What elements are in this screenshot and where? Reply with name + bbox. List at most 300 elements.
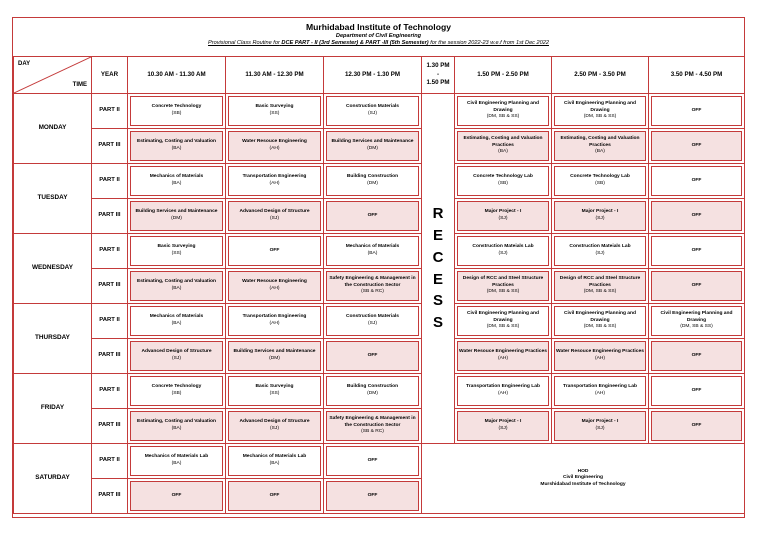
teacher-code: (DM) [171, 216, 182, 221]
subject-name: Estimating, Costing and Valuation [136, 139, 217, 145]
teacher-code: (BA) [171, 461, 182, 466]
teacher-code: (SJ) [270, 216, 279, 221]
class-box [326, 481, 419, 511]
class-box [457, 306, 549, 336]
teacher-code: (DM, SB & SS) [583, 289, 617, 295]
teacher-code: (BA) [171, 146, 182, 151]
class-slot [226, 129, 324, 164]
class-slot [226, 234, 324, 269]
subject-name: Transportation Engineering Lab [466, 384, 540, 390]
teacher-code: (DM) [367, 146, 378, 151]
class-slot [128, 374, 226, 409]
teacher-code: (SS) [269, 111, 280, 116]
year-label: PART II [92, 304, 128, 339]
teacher-code: (SJ) [595, 251, 605, 256]
subject-name: Design of RCC and Steel Structure Practices [462, 276, 544, 288]
routine-table [13, 56, 745, 514]
subject-name: OFF [691, 422, 702, 428]
class-slot [649, 129, 745, 164]
class-box [130, 131, 223, 161]
subject-name: OFF [691, 107, 702, 113]
subject-name: OFF [691, 387, 702, 393]
subject-name: Major Project - I [581, 419, 619, 425]
day-name: FRIDAY [14, 374, 92, 444]
class-box [130, 96, 223, 126]
class-box [457, 271, 549, 301]
class-slot [324, 129, 422, 164]
timetable-row [14, 94, 745, 129]
recess-time-start: 1.30 PM [426, 62, 450, 70]
class-box [326, 201, 419, 231]
class-box [228, 96, 321, 126]
class-box [228, 201, 321, 231]
routine-subtitle [13, 40, 744, 46]
institute-title: Murhidabad Institute of Technology [306, 22, 451, 32]
class-slot [455, 409, 552, 444]
class-box [457, 201, 549, 231]
timetable-row [14, 164, 745, 199]
subject-name: OFF [691, 282, 702, 288]
day-name: THURSDAY [14, 304, 92, 374]
teacher-code: (SB) [595, 181, 605, 186]
class-box [554, 271, 646, 301]
class-box [326, 341, 419, 371]
teacher-code: (SS) [171, 251, 182, 256]
class-box [326, 166, 419, 196]
subject-name: Mechanics of Materials Lab [144, 454, 209, 460]
class-box [228, 166, 321, 196]
teacher-code: (SJ) [270, 426, 279, 431]
subject-name: Water Resouce Engineering Practices [459, 349, 547, 355]
recess-letter: C [432, 248, 444, 266]
teacher-code: (DM, SB & SS) [486, 114, 520, 120]
slot-header-2: 11.30 AM - 12.30 PM [226, 57, 324, 94]
class-slot [552, 164, 649, 199]
class-box [326, 131, 419, 161]
teacher-code: (AH) [269, 146, 280, 151]
subject-name: Building Services and Maintenance [233, 349, 316, 355]
teacher-code: (AH) [269, 181, 280, 186]
year-header: YEAR [92, 57, 128, 94]
class-box [554, 306, 646, 336]
class-box [651, 306, 742, 336]
class-box [228, 341, 321, 371]
class-box [130, 166, 223, 196]
class-box [651, 201, 742, 231]
teacher-code: (BA) [171, 426, 182, 431]
class-box [326, 96, 419, 126]
class-slot [455, 94, 552, 129]
class-slot [226, 269, 324, 304]
subject-name: Major Project - I [581, 209, 619, 215]
subject-name: Estimating, Costing and Valuation [136, 419, 217, 425]
subject-name: Civil Engineering Planning and Drawing [563, 101, 636, 113]
class-box [651, 411, 742, 441]
class-box [326, 306, 419, 336]
class-slot [226, 374, 324, 409]
class-box [457, 341, 549, 371]
class-box [130, 271, 223, 301]
class-box [554, 131, 646, 161]
class-box [326, 446, 419, 476]
teacher-code: (BA) [498, 149, 508, 155]
subject-name: Civil Engineering Planning and Drawing [466, 101, 539, 113]
class-box [130, 376, 223, 406]
teacher-code: (DM) [367, 391, 378, 396]
class-box [130, 306, 223, 336]
recess-time-dash: - [436, 70, 440, 78]
time-label: TIME [72, 81, 87, 88]
teacher-code: (BA) [367, 251, 378, 256]
class-slot [649, 164, 745, 199]
class-slot [455, 129, 552, 164]
teacher-code: (SJ) [368, 111, 377, 116]
class-slot [226, 304, 324, 339]
teacher-code: (SS) [269, 391, 280, 396]
routine-prefix: Provisional Class Routine for [208, 40, 280, 46]
hod-line2: Civil Engineering [563, 475, 603, 481]
subject-name: Estimating, Costing and Valuation Practices [560, 136, 640, 148]
subject-name: Concrete Technology Lab [473, 174, 533, 180]
subject-name: Transportation Engineering [242, 314, 307, 320]
teacher-code: (SJ) [595, 426, 605, 431]
class-slot [128, 269, 226, 304]
class-box [228, 376, 321, 406]
class-box [554, 236, 646, 266]
teacher-code: (DM, SB & SS) [583, 324, 617, 330]
day-name: MONDAY [14, 94, 92, 164]
teacher-code: (DM, SB & SS) [680, 324, 713, 330]
class-box [554, 411, 646, 441]
class-box [651, 166, 742, 196]
class-box [651, 341, 742, 371]
routine-sheet [12, 17, 745, 518]
teacher-code: (SB) [171, 391, 182, 396]
subject-name: Safety Engineering & Management in the Construction Sector [329, 416, 416, 428]
year-label: PART II [92, 374, 128, 409]
class-slot [552, 339, 649, 374]
class-box [651, 96, 742, 126]
class-slot [324, 94, 422, 129]
class-box [554, 341, 646, 371]
header-row [14, 57, 745, 94]
class-slot [455, 304, 552, 339]
teacher-code: (BA) [171, 181, 182, 186]
class-slot [552, 409, 649, 444]
timetable-row [14, 199, 745, 234]
class-box [457, 131, 549, 161]
recess-column [422, 94, 455, 444]
teacher-code: (SB) [171, 111, 182, 116]
year-label: PART II [92, 234, 128, 269]
class-slot [226, 199, 324, 234]
class-slot [649, 374, 745, 409]
class-slot [455, 164, 552, 199]
class-slot [226, 409, 324, 444]
teacher-code: (SJ) [172, 356, 181, 361]
class-slot [226, 444, 324, 479]
year-label: PART III [92, 129, 128, 164]
teacher-code: (DM) [269, 356, 280, 361]
teacher-code: (AH) [497, 356, 509, 361]
subject-name: Mechanics of Materials [345, 244, 400, 250]
class-box [130, 481, 223, 511]
class-slot [226, 94, 324, 129]
recess-letter: S [432, 314, 443, 331]
teacher-code: (SJ) [498, 426, 508, 431]
year-label: PART III [92, 409, 128, 444]
recess-letter: S [432, 292, 443, 310]
class-box [326, 376, 419, 406]
subject-name: Estimating, Costing and Valuation [136, 279, 217, 285]
subject-name: Estimating, Costing and Valuation Practices [463, 136, 543, 148]
class-slot [552, 234, 649, 269]
subject-name: OFF [171, 492, 182, 498]
subject-name: OFF [691, 177, 702, 183]
teacher-code: (BA) [171, 286, 182, 291]
day-name: WEDNESDAY [14, 234, 92, 304]
class-box [228, 131, 321, 161]
subject-name: Transportation Engineering Lab [563, 384, 637, 390]
class-box [326, 411, 419, 441]
routine-session: for the session 2022-23 w.e.f from 1st Dec 2022 [430, 40, 549, 46]
teacher-code: (SJ) [498, 216, 508, 221]
class-slot [324, 409, 422, 444]
teacher-code: (SB) [498, 181, 508, 186]
subject-name: Safety Engineering & Management in the Construction Sector [329, 276, 416, 288]
class-box [228, 306, 321, 336]
timetable-row [14, 444, 745, 479]
year-label: PART II [92, 164, 128, 199]
class-slot [455, 339, 552, 374]
teacher-code: (BA) [595, 149, 605, 155]
subject-name: Building Services and Maintenance [135, 209, 218, 215]
class-box [457, 236, 549, 266]
routine-parts: DCE PART - II (3rd Semester) & PART -III (5th Semester) [281, 40, 429, 46]
class-slot [324, 374, 422, 409]
class-box [130, 411, 223, 441]
class-slot [455, 374, 552, 409]
class-slot [455, 234, 552, 269]
year-label: PART III [92, 199, 128, 234]
teacher-code: (SB & RC) [361, 289, 384, 295]
subject-name: Advanced Design of Structure [239, 209, 310, 215]
subject-name: OFF [367, 352, 378, 358]
subject-name: Mechanics of Materials Lab [242, 454, 307, 460]
class-slot [552, 269, 649, 304]
subject-name: Transportation Engineering [242, 174, 307, 180]
timetable-row [14, 374, 745, 409]
class-box [651, 271, 742, 301]
day-label: DAY [18, 61, 31, 67]
subject-name: Major Project - I [484, 209, 522, 215]
class-slot [324, 199, 422, 234]
class-box [651, 236, 742, 266]
class-slot [649, 269, 745, 304]
subject-name: Water Resouce Engineering Practices [556, 349, 644, 355]
class-slot [649, 339, 745, 374]
class-slot [324, 479, 422, 514]
class-slot [128, 199, 226, 234]
class-slot [324, 444, 422, 479]
subject-name: Building Construction [346, 384, 399, 390]
class-slot [324, 164, 422, 199]
teacher-code: (DM, SB & SS) [583, 114, 617, 120]
recess-letter: E [432, 270, 443, 288]
slot-header-4: 1.50 PM - 2.50 PM [455, 57, 552, 94]
timetable-row [14, 409, 745, 444]
teacher-code: (SJ) [595, 216, 605, 221]
class-slot [324, 339, 422, 374]
slot-header-6: 3.50 PM - 4.50 PM [649, 57, 745, 94]
class-slot [128, 164, 226, 199]
subject-name: Concrete Technology [151, 384, 202, 390]
subject-name: Building Services and Maintenance [331, 139, 414, 145]
hod-signature-block [422, 444, 745, 514]
class-box [457, 166, 549, 196]
day-name: SATURDAY [14, 444, 92, 514]
class-slot [128, 129, 226, 164]
teacher-code: (BA) [269, 461, 280, 466]
recess-time-end: 1.50 PM [426, 79, 450, 87]
year-label: PART III [92, 479, 128, 514]
subject-name: Mechanics of Materials [149, 174, 204, 180]
subject-name: OFF [367, 457, 378, 463]
class-slot [552, 374, 649, 409]
class-slot [552, 94, 649, 129]
subject-name: Major Project - I [484, 419, 522, 425]
class-box [228, 481, 321, 511]
class-box [651, 131, 742, 161]
subject-name: Mechanics of Materials [149, 314, 204, 320]
class-slot [455, 269, 552, 304]
class-slot [128, 94, 226, 129]
document-header [13, 18, 744, 57]
subject-name: Basic Surveying [157, 244, 196, 250]
class-box [228, 446, 321, 476]
class-slot [552, 199, 649, 234]
subject-name: Design of RCC and Steel Structure Practices [559, 276, 641, 288]
subject-name: OFF [367, 492, 378, 498]
class-box [326, 271, 419, 301]
year-label: PART III [92, 269, 128, 304]
subject-name: OFF [691, 142, 702, 148]
class-box [554, 201, 646, 231]
timetable-row [14, 339, 745, 374]
year-label: PART III [92, 339, 128, 374]
recess-letter: R [432, 205, 444, 223]
subject-name: OFF [691, 212, 702, 218]
teacher-code: (AH) [594, 391, 606, 396]
class-box [554, 376, 646, 406]
slot-header-1: 10.30 AM - 11.30 AM [128, 57, 226, 94]
class-box [457, 376, 549, 406]
subject-name: Water Resouce Engineering [242, 139, 307, 145]
timetable-row [14, 304, 745, 339]
class-slot [226, 164, 324, 199]
class-slot [324, 269, 422, 304]
subject-name: Civil Engineering Planning and Drawing [660, 311, 733, 323]
class-slot [455, 199, 552, 234]
class-box [457, 96, 549, 126]
class-box [130, 236, 223, 266]
teacher-code: (DM) [367, 181, 378, 186]
hod-line1: HOD [577, 468, 589, 474]
subject-name: OFF [691, 247, 702, 253]
hod-line3: Murshidabad Institute of Technology [540, 481, 626, 487]
class-slot [226, 339, 324, 374]
recess-letter: E [432, 227, 443, 244]
teacher-code: (SB & RC) [361, 429, 384, 435]
subject-name: Construction Materials [346, 104, 399, 110]
class-box [130, 446, 223, 476]
class-slot [128, 234, 226, 269]
teacher-code: (DM, SB & SS) [486, 324, 520, 330]
subject-name: Civil Engineering Planning and Drawing [466, 311, 539, 323]
class-slot [649, 94, 745, 129]
subject-name: OFF [269, 492, 280, 498]
subject-name: OFF [269, 247, 280, 253]
subject-name: Construction Mateials Lab [569, 244, 631, 250]
class-slot [552, 304, 649, 339]
class-slot [128, 304, 226, 339]
teacher-code: (AH) [497, 391, 509, 396]
class-slot [324, 234, 422, 269]
department-name: Department of Civil Engineering [335, 33, 422, 39]
class-box [130, 341, 223, 371]
timetable-row [14, 234, 745, 269]
subject-name: OFF [367, 212, 378, 218]
year-label: PART II [92, 444, 128, 479]
slot-header-3: 12.30 PM - 1.30 PM [324, 57, 422, 94]
class-slot [128, 409, 226, 444]
year-label: PART II [92, 94, 128, 129]
class-slot [226, 479, 324, 514]
teacher-code: (SJ) [498, 251, 508, 256]
class-slot [128, 479, 226, 514]
timetable-row [14, 269, 745, 304]
class-box [228, 236, 321, 266]
recess-time-header [422, 57, 455, 94]
teacher-code: (AH) [269, 286, 280, 291]
day-time-header [14, 57, 92, 94]
day-name: TUESDAY [14, 164, 92, 234]
subject-name: Construction Mateials Lab [472, 244, 534, 250]
class-box [457, 411, 549, 441]
class-box [326, 236, 419, 266]
teacher-code: (AH) [269, 321, 280, 326]
subject-name: Water Resouce Engineering [242, 279, 307, 285]
class-box [554, 166, 646, 196]
subject-name: Advanced Design of Structure [141, 349, 212, 355]
class-slot [649, 199, 745, 234]
subject-name: Basic Surveying [255, 104, 294, 110]
slot-header-5: 2.50 PM - 3.50 PM [552, 57, 649, 94]
class-slot [128, 339, 226, 374]
class-slot [324, 304, 422, 339]
subject-name: Building Construction [346, 174, 399, 180]
class-box [554, 96, 646, 126]
class-box [228, 271, 321, 301]
subject-name: OFF [691, 352, 702, 358]
teacher-code: (AH) [594, 356, 606, 361]
class-slot [552, 129, 649, 164]
class-slot [649, 304, 745, 339]
class-slot [128, 444, 226, 479]
class-box [651, 376, 742, 406]
subject-name: Construction Materials [346, 314, 399, 320]
teacher-code: (BA) [171, 321, 182, 326]
